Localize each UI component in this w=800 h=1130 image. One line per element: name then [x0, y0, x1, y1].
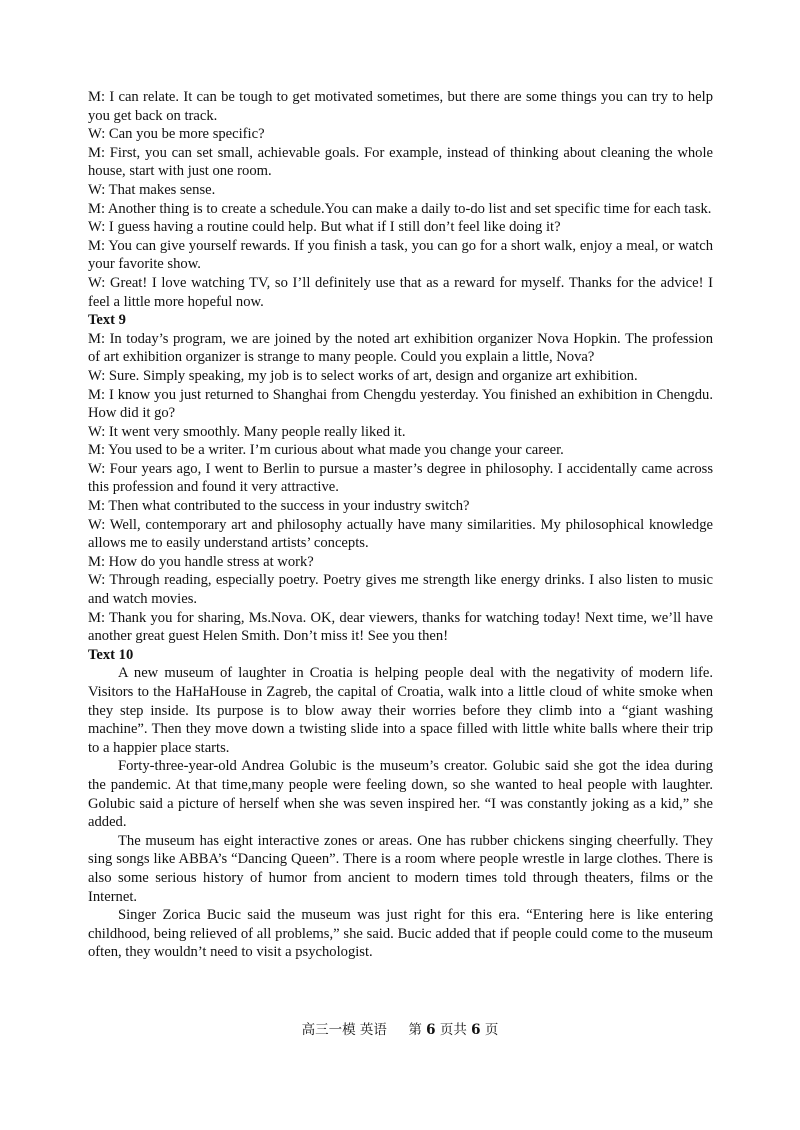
passage-paragraph: A new museum of laughter in Croatia is helping people deal with the negativity of modern life. Visitors to the HaHaHouse in Zagreb, the capital of Croatia, walk into a little cloud of white smoke when they step inside. Its purpose is to blow away their worries before they climb into a “giant washing machine”. Then they move down a twisting slide into a space filled with little white balls where their trip to a happier place starts. — [88, 665, 713, 756]
dialogue-line: W: Can you be more specific? — [88, 126, 265, 143]
text9-heading: Text 9 — [88, 312, 126, 329]
dialogue-line: M: Thank you for sharing, Ms.Nova. OK, dear viewers, thanks for watching today! Next time, we’ll have another great guest Helen Smith. Don’t miss it! See you then! — [88, 609, 713, 645]
dialogue-line: W: Sure. Simply speaking, my job is to select works of art, design and organize art exhibition. — [88, 367, 638, 384]
dialogue-line: M: I know you just returned to Shanghai from Chengdu yesterday. You finished an exhibition in Chengdu. How did it go? — [88, 386, 713, 422]
page-number: 6 — [426, 1022, 436, 1038]
passage-paragraph: Forty-three-year-old Andrea Golubic is the museum’s creator. Golubic said she got the idea during the pandemic. At that time,many people were feeling down, so she wanted to heal people with laughter. Golubic said a picture of herself when she was seven inspired her. “I was constantly joking as a kid,” she added. — [88, 758, 713, 831]
exam-title: 高三一模 英语 — [301, 1022, 387, 1038]
dialogue-line: W: Four years ago, I went to Berlin to pursue a master’s degree in philosophy. I accidentally came across this profession and found it very attractive. — [88, 460, 713, 496]
dialogue-line: M: I can relate. It can be tough to get motivated sometimes, but there are some things you can try to help you get back on track. — [88, 89, 713, 124]
dialogue-line: M: Another thing is to create a schedule.You can make a daily to-do list and set specific time for each task. — [88, 200, 712, 217]
dialogue-line: W: Well, contemporary art and philosophy actually have many similarities. My philosophical knowledge allows me to easily understand artists’ concepts. — [88, 516, 713, 552]
text10-passage — [88, 664, 713, 962]
page-body — [88, 88, 713, 962]
page-footer — [0, 1018, 800, 1038]
dialogue-line: M: In today’s program, we are joined by the noted art exhibition organizer Nova Hopkin. The profession of art exhibition organizer is strange to many people. Could you explain a little, Nova? — [88, 330, 713, 366]
dialogue-line: W: It went very smoothly. Many people really liked it. — [88, 423, 406, 440]
page-total: 6 — [471, 1022, 481, 1038]
dialogue-line: M: You used to be a writer. I’m curious about what made you change your career. — [88, 442, 564, 459]
dialogue-line: W: Through reading, especially poetry. Poetry gives me strength like energy drinks. I also listen to music and watch movies. — [88, 572, 713, 608]
dialogue-line: M: How do you handle stress at work? — [88, 553, 314, 570]
dialogue-line: M: First, you can set small, achievable goals. For example, instead of thinking about cleaning the whole house, start with just one room. — [88, 144, 713, 180]
passage-paragraph: Singer Zorica Bucic said the museum was just right for this era. “Entering here is like entering childhood, being relieved of all problems,” she said. Bucic added that if people could come to the museum often, they wouldn’t need to visit a psychologist. — [88, 907, 713, 961]
text10-heading: Text 10 — [88, 646, 134, 663]
dialogue-line: W: I guess having a routine could help. But what if I still don’t feel like doing it? — [88, 219, 561, 236]
dialogue-line: W: That makes sense. — [88, 181, 216, 198]
dialogue-line: M: Then what contributed to the success in your industry switch? — [88, 498, 470, 515]
dialogue-line: W: Great! I love watching TV, so I’ll definitely use that as a reward for myself. Thanks for the advice! I feel a little more hopeful now. — [88, 274, 713, 310]
dialogue-line: M: You can give yourself rewards. If you finish a task, you can go for a short walk, enjoy a meal, or watch your favorite show. — [88, 237, 713, 273]
page-mid: 页共 — [439, 1022, 467, 1038]
text9-dialogue — [88, 330, 713, 646]
page-suffix: 页 — [484, 1022, 499, 1038]
passage-paragraph: The museum has eight interactive zones or areas. One has rubber chickens singing cheerfully. They sing songs like ABBA’s “Dancing Queen”. There is a room where people wrestle in large clothes. There is also some serious history of humor from ancient to modern times told through theaters, films or the Internet. — [88, 832, 713, 905]
page-prefix: 第 — [408, 1022, 422, 1038]
text8-dialogue — [88, 88, 713, 311]
